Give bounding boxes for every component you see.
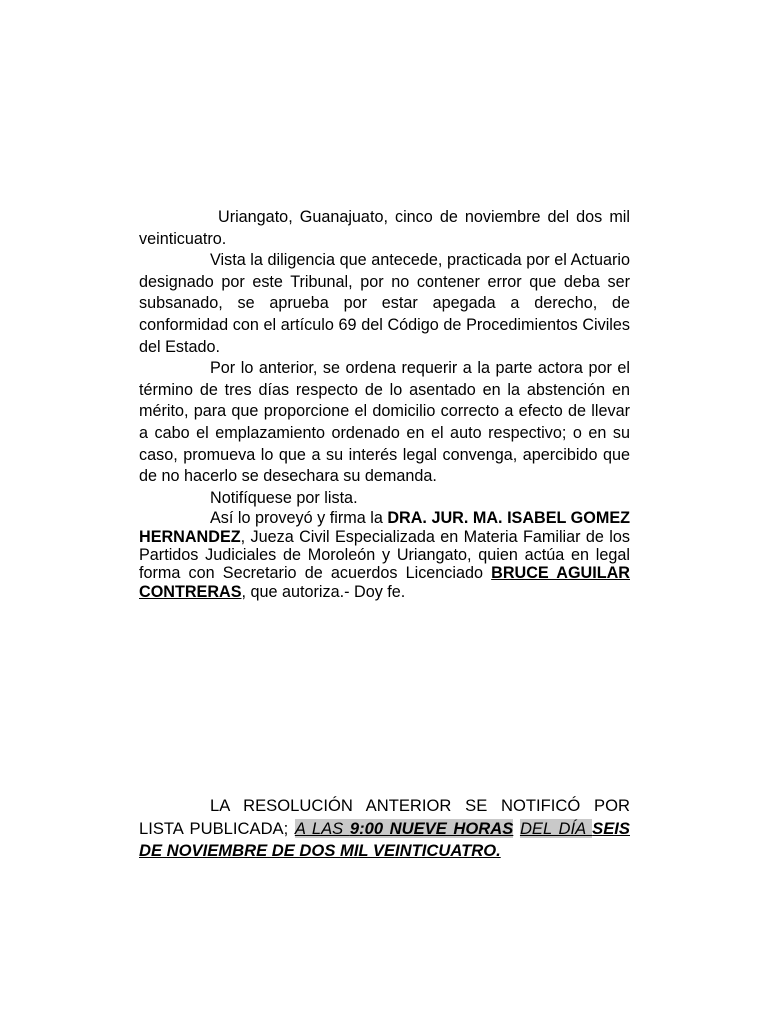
notificacion-a-las: A LAS — [294, 818, 350, 838]
acuerdo-notifiquese-paragraph: Notifíquese por lista. — [210, 488, 358, 507]
juez-titulo: DRA. JUR. MA. — [387, 509, 503, 528]
firma-cierre: , que autoriza.- Doy fe. — [241, 582, 406, 601]
acuerdo-diligencia-paragraph: Vista la diligencia que antecede, practicada por el Actuario designado por este Tribunal, por no contener error que deba ser subsanado, se aprueba por estar apegada a derecho, de conformidad con el artículo 69 del Código de Procedimientos Civiles del Estado. — [139, 251, 630, 356]
firma-cargo: , Jueza Civil Especializada en Materia Familiar de los Partidos Judiciales de Moroleón y Uriangato, quien actúa en legal forma con Secretario de acuerdos Licenciado — [139, 527, 630, 583]
juez-nombre: ISABEL GOMEZ HERNANDEZ — [139, 509, 631, 546]
secretario-nombre: BRUCE AGUILAR CONTRERAS — [139, 564, 630, 601]
acuerdo-body — [139, 207, 630, 601]
notificacion-intro: LA RESOLUCIÓN ANTERIOR SE NOTIFICÓ POR LISTA PUBLICADA; — [139, 796, 630, 838]
notificacion-hora: 9:00 NUEVE HORAS — [349, 818, 514, 838]
acuerdo-firma-paragraph — [139, 509, 630, 600]
acuerdo-date-paragraph: Uriangato, Guanajuato, cinco de noviembre del dos mil veinticuatro. — [139, 208, 630, 248]
notificacion-paragraph — [139, 795, 630, 863]
acuerdo-requerimiento-paragraph: Por lo anterior, se ordena requerir a la parte actora por el término de tres días respecto de lo asentado en la abstención en mérito, para que proporcione el domicilio correcto a efecto de llevar a cabo el emplazamiento ordenado en el auto respectivo; o en su caso, promueva lo que a su interés legal convenga, apercibido que de no hacerlo se desechara su demanda. — [139, 359, 630, 486]
firma-intro: Así lo proveyó y firma la — [210, 509, 388, 528]
notificacion-body — [139, 795, 630, 863]
notificacion-fecha: SEIS DE NOVIEMBRE DE DOS MIL VEINTICUATRO. — [139, 818, 630, 860]
notificacion-del-dia: DEL DÍA — [519, 818, 593, 838]
